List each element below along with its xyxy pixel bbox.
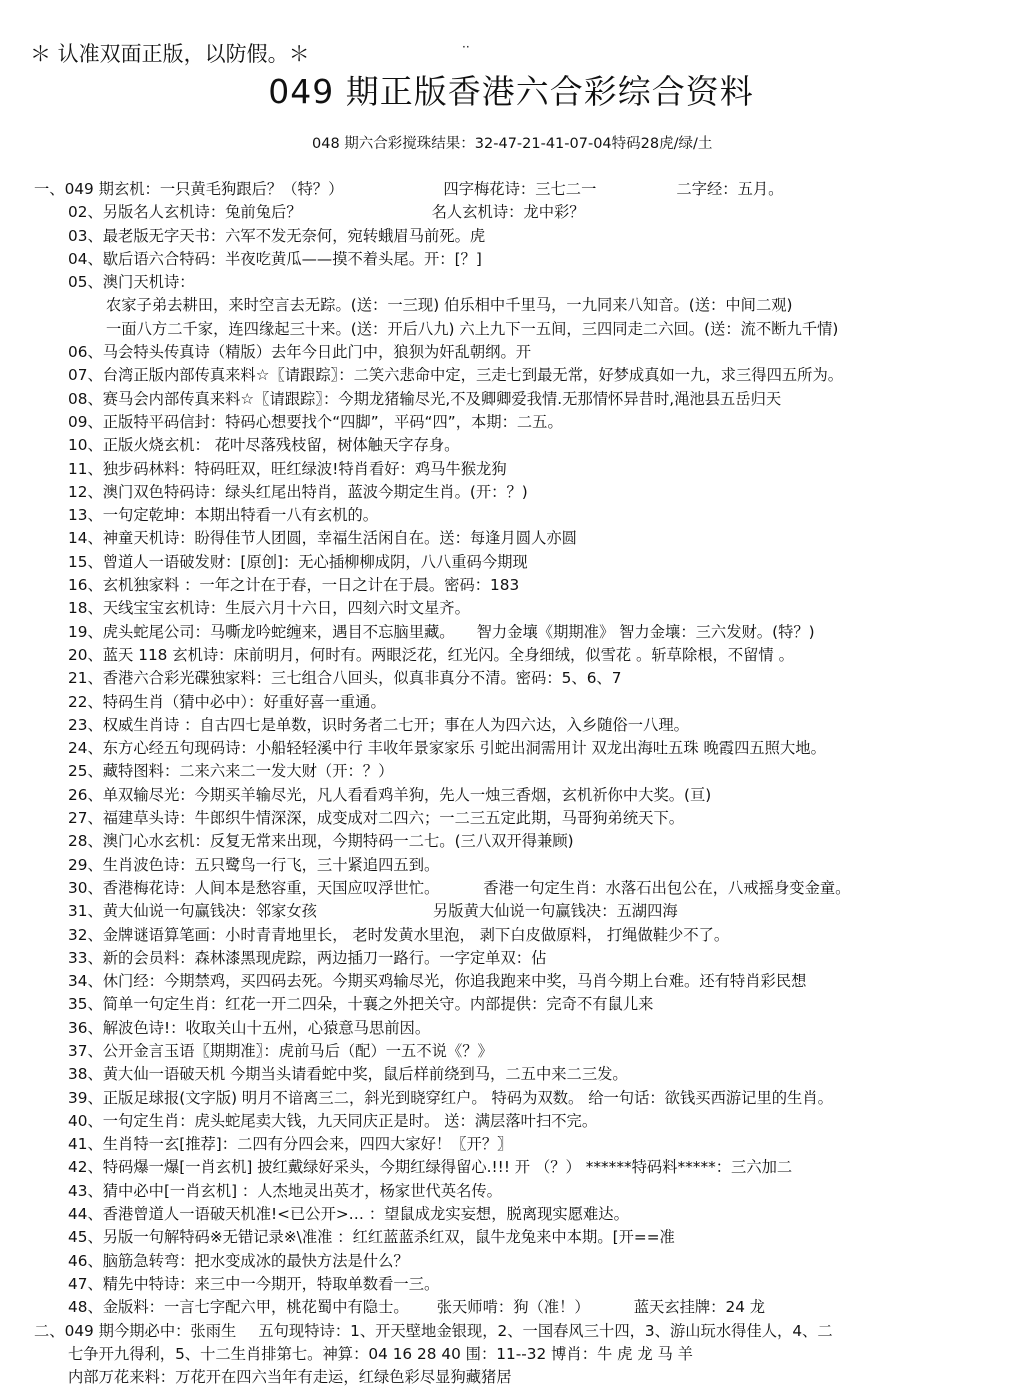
list-item: 09、正版特平码信封：特码心想要找个“四脚”，平码“四”，本期：二五。 [68, 412, 563, 431]
list-item [0, 621, 1022, 644]
list-item: 29、生肖波色诗：五只鹭鸟一行飞，三十紧追四五到。 [68, 855, 440, 874]
item-text: 名人玄机诗：龙中彩？ [431, 203, 585, 222]
list-item: 28、澳门心水玄机：反复无常来出现，今期特码一二七。(三八双开得兼顾) [68, 832, 574, 851]
list-item: 43、猜中必中[一肖玄机] ：人杰地灵出英才，杨家世代英名传。 [68, 1181, 502, 1200]
item-text: 31、黄大仙说一句赢钱决：邻家女孩 [68, 902, 317, 921]
list-item: 34、休门经：今期禁鸡，买四码去死。今期买鸡输尽光，你追我跑来中奖，马肖今期上台难。还有特肖彩民想 [68, 972, 807, 991]
item-text: 48、金版料：一言七字配六甲，桃花蜀中有隐士。 [68, 1298, 409, 1317]
item-text: 另版黄大仙说一句赢钱决：五湖四海 [432, 902, 678, 921]
list-item: 45、另版一句解特码※无错记录※\准准 ：红红蓝蓝杀红双，鼠牛龙兔来中本期。[开==准 [68, 1228, 675, 1247]
item-text: 30、香港梅花诗：人间本是愁容重，天国应叹浮世忙。 [68, 878, 440, 897]
list-item: 06、马会特头传真诗（精版）去年今日此门中，狼狈为奸乱朝纲。开 [68, 343, 532, 362]
list-item: 27、福建草头诗：牛郎织牛情深深，成变成对二四六；一二三五定此期，马哥狗弟统天下。 [68, 809, 685, 828]
list-item: 13、一句定乾坤：本期出特看一八有玄机的。 [68, 506, 379, 525]
decor-dots: ·· [462, 40, 470, 54]
list-item: 36、解波色诗!：收取关山十五州，心猿意马思前因。 [68, 1018, 431, 1037]
list-item: 08、赛马会内部传真来料☆〖请跟踪〗：今期龙猪输尽光,不及卿卿爱我情.无那情怀异昔时,渑池县五岳归天 [68, 389, 782, 408]
list-item: 05、澳门天机诗： [68, 273, 195, 292]
list-item: 内部万花来料：万花开在四六当年有走运，红绿色彩尽显狗藏猪居 [68, 1368, 512, 1387]
list-item: 11、独步码林料：特码旺双，旺红绿波!特肖看好：鸡马牛猴龙狗 [68, 459, 507, 478]
list-item: 46、脑筋急转弯：把水变成冰的最快方法是什么？ [68, 1251, 409, 1270]
list-item: 39、正版足球报(文字版) 明月不谙离三二，斜光到晓穿红户。 特码为双数。 给一句话：欲钱买西游记里的生肖。 [68, 1088, 833, 1107]
list-item: 22、特码生肖（猜中必中）：好重好喜一重通。 [68, 692, 386, 711]
list-item: 12、澳门双色特码诗：绿头红尾出特肖，蓝波今期定生肖。(开：？) [68, 482, 528, 501]
list-item: 44、香港曾道人一语破天机准!<已公开>… ：望鼠成龙实妄想，脱离现实愿难达。 [68, 1205, 629, 1224]
content-lines [0, 178, 1022, 1389]
item-text: 02、另版名人玄机诗：兔前兔后？ [68, 203, 302, 222]
list-item [0, 900, 1022, 923]
item-text: 香港一句定生肖：水落石出包公在，八戒摇身变金童。 [483, 878, 851, 897]
draw-result: 048 期六合彩搅珠结果：32-47-21-41-07-04特码28虎/绿/土 [312, 136, 713, 152]
list-item: 07、台湾正版内部传真来料☆〖请跟踪〗：二笑六悲命中定，三走七到最无常，好梦成真如一九，求三得四五所为。 [68, 366, 844, 385]
list-item: 15、曾道人一语破发财：[原创]：无心插柳柳成阴，八八重码今期现 [68, 552, 528, 571]
list-item [0, 178, 1022, 201]
list-item: 37、公开金言玉语〖期期准〗：虎前马后（配）一五不说《？》 [68, 1041, 493, 1060]
list-item: 26、单双输尽光：今期买羊输尽光，凡人看看鸡羊狗，先人一烛三香烟，玄机祈你中大奖。(亘) [68, 785, 712, 804]
list-item [0, 201, 1022, 224]
item-text: 智力金壤《期期准》 智力金壤：三六发财。(特？) [476, 622, 815, 641]
list-item: 04、歇后语六合特码：半夜吃黄瓜——摸不着头尾。开：[？] [68, 249, 482, 268]
list-item: 33、新的会员料：森林漆黑现虎踪，两边插刀一路行。一字定单双：佔 [68, 948, 547, 967]
item-text: 五句现特诗：1、开天壁地金银现，2、一国春风三十四，3、游山玩水得佳人，4、二 [258, 1321, 833, 1340]
list-item: 16、玄机独家料 ：一年之计在于春，一日之计在于晨。密码：183 [68, 576, 520, 595]
item-text: 一、049 期玄机：一只黄毛狗跟后？（特？） [34, 180, 344, 198]
list-item: 农家子弟去耕田，来时空言去无踪。(送：一三现) 伯乐相中千里马，一九同来八知音。(送：中间二观) [106, 296, 793, 315]
list-item: 40、一句定生肖：虎头蛇尾卖大钱，九天同庆正是时。 送：满层落叶扫不完。 [68, 1111, 598, 1130]
list-item: 42、特码爆一爆[一肖玄机] 披红戴绿好采头，今期红绿得留心.!!! 开 （？） ******特码料*****：三六加二 [68, 1158, 793, 1177]
list-item: 10、正版火烧玄机： 花叶尽落残枝留，树体触天字存身。 [68, 436, 460, 455]
list-item: 32、金牌谜语算笔画：小时青青地里长， 老时发黄水里泡， 剥下白皮做原料， 打绳做鞋少不了。 [68, 925, 730, 944]
item-text: 二字经：五月。 [676, 180, 784, 198]
list-item: 20、蓝天 118 玄机诗：床前明月，何时有。两眼泛花，红光闪。全身细绒，似雪花 。斩草除根，不留情 。 [68, 645, 794, 664]
item-text: 二、049 期今期必中：张雨生 [34, 1321, 237, 1340]
list-item: 41、生肖特一玄[推荐]：二四有分四会来，四四大家好！〖开？〗 [68, 1135, 513, 1154]
notice: ＊ 认准双面正版，以防假。＊ [30, 42, 310, 66]
list-item: 35、简单一句定生肖：红花一开二四朵，十襄之外把关守。内部提供：完奇不有鼠儿来 [68, 995, 654, 1014]
list-item: 25、藏特图料：二来六来二一发大财（开：？） [68, 762, 394, 781]
list-item: 18、天线宝宝玄机诗：生辰六月十六日，四刻六时文星齐。 [68, 599, 470, 618]
item-text: 19、虎头蛇尾公司：马嘶龙吟蛇缠来，遇目不忘脑里藏。 [68, 622, 455, 641]
list-item: 24、东方心经五句现码诗：小船轻轻溪中行 丰收年景家家乐 引蛇出洞需用计 双龙出海吐五珠 晚霞四五照大地。 [68, 739, 826, 758]
item-text: 四字梅花诗：三七二一 [443, 180, 597, 198]
list-item [0, 1320, 1022, 1343]
page-title: 049 期正版香港六合彩综合资料 [268, 72, 754, 111]
list-item [0, 1296, 1022, 1319]
list-item: 一面八方二千家，连四缘起三十来。(送：开后八九) 六上九下一五间，三四同走二六回。(送：流不断九千情) [106, 319, 839, 338]
list-item: 14、神童天机诗：盼得佳节人团圆，幸福生活闲自在。送：每逢月圆人亦圆 [68, 529, 577, 548]
list-item: 47、精先中特诗：来三中一今期开，特取单数看一三。 [68, 1274, 440, 1293]
list-item: 38、黄大仙一语破天机 今期当头请看蛇中奖，鼠后样前绕到马，二五中来二三发。 [68, 1065, 628, 1084]
item-text: 蓝天玄挂牌：24 龙 [633, 1298, 766, 1317]
list-item: 23、权威生肖诗 ：自古四七是单数，识时务者二七开；事在人为四六达，入乡随俗一八理。 [68, 715, 689, 734]
item-text: 张天师啃：狗（准！） [436, 1298, 590, 1317]
list-item [0, 877, 1022, 900]
list-item: 21、香港六合彩光碟独家料：三七组合八回头，似真非真分不清。密码：5、6、7 [68, 669, 622, 688]
list-item: 七争开九得利，5、十二生肖排第七。神算：04 16 28 40 围：11--32 博肖：牛 虎 龙 马 羊 [68, 1344, 693, 1363]
list-item: 03、最老版无字天书：六军不发无奈何，宛转蛾眉马前死。虎 [68, 226, 486, 245]
